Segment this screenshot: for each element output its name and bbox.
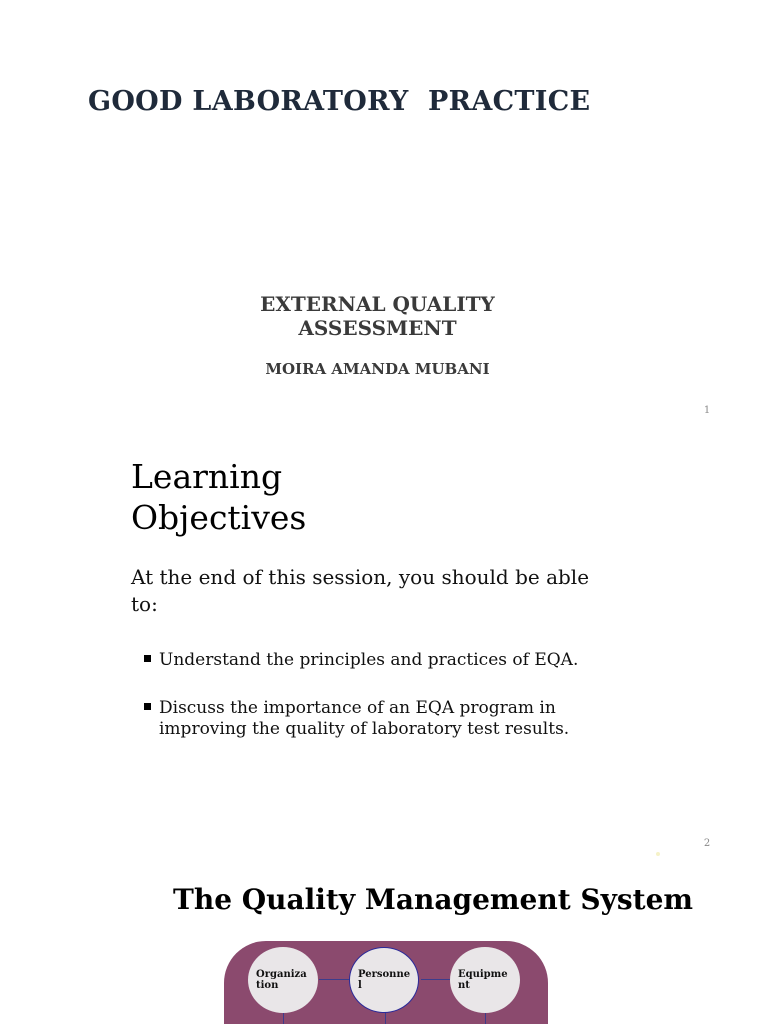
title-line-1: Learning	[131, 457, 283, 496]
qms-circle-label: Equipment	[458, 969, 508, 991]
square-bullet-icon	[144, 703, 151, 710]
list-item-text: Understand the principles and practices of EQA.	[159, 650, 579, 670]
list-item-text: Discuss the importance of an EQA program in improving the quality of laboratory test results.	[159, 698, 570, 739]
page-number-1: 1	[703, 405, 711, 416]
qms-diagram-panel	[224, 941, 548, 1024]
slide-3	[0, 860, 768, 1024]
slide-1-author: MOIRA AMANDA MUBANI	[265, 360, 490, 378]
slide-1-subtitle	[0, 292, 755, 340]
slide-2-title	[131, 456, 306, 538]
connector-line	[421, 979, 451, 980]
slide-1	[0, 0, 768, 430]
decorative-dot	[656, 852, 660, 856]
connector-line	[283, 1012, 284, 1024]
subtitle-line-2: ASSESSMENT	[298, 316, 457, 340]
qms-circle-personnel	[349, 947, 419, 1013]
slide-1-title: GOOD LABORATORY PRACTICE	[88, 86, 591, 117]
subtitle-line-1: EXTERNAL QUALITY	[260, 292, 495, 316]
square-bullet-icon	[144, 655, 151, 662]
objectives-list	[144, 650, 594, 767]
qms-circle-equipment	[450, 947, 520, 1013]
slide-2-intro: At the end of this session, you should be able to:	[131, 565, 590, 616]
list-item	[144, 650, 594, 671]
qms-circle-label: Personnel	[358, 969, 411, 991]
slide-3-title: The Quality Management System	[173, 883, 694, 916]
list-item	[144, 698, 594, 740]
qms-circle-label: Organization	[256, 969, 307, 991]
page-number-2: 2	[703, 838, 711, 849]
qms-circle-organization	[248, 947, 318, 1013]
title-line-2: Objectives	[131, 498, 307, 537]
connector-line	[485, 1012, 486, 1024]
slide-2	[0, 430, 768, 860]
connector-line	[319, 979, 349, 980]
connector-line	[385, 1012, 386, 1024]
